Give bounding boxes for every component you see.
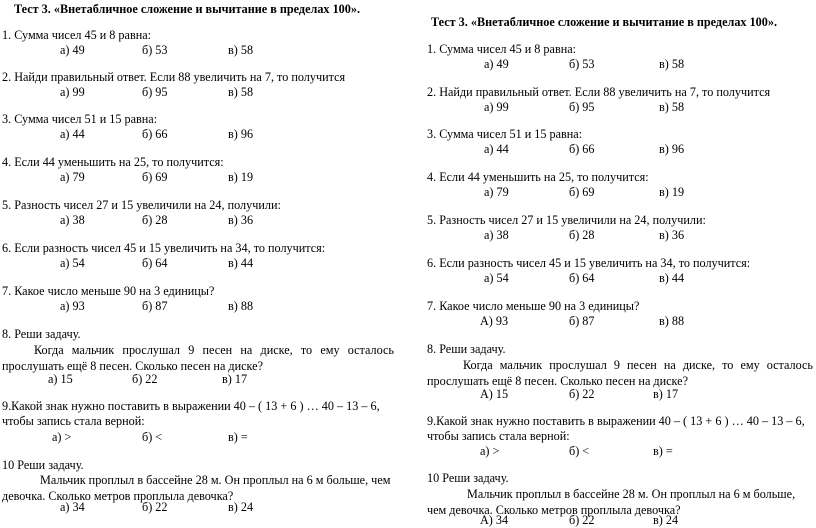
- question-1: 1. Сумма чисел 45 и 8 равна:: [2, 28, 152, 42]
- option-c: в) 17: [653, 387, 679, 401]
- question-9: 9.Какой знак нужно поставить в выражении 40 – ( 13 + 6 ) … 40 – 13 – 6,: [427, 414, 805, 428]
- option-a: а) 44: [484, 142, 509, 156]
- option-c: в) 58: [659, 100, 685, 114]
- option-c: в) 19: [659, 185, 685, 199]
- problem-text: Мальчик проплыл в бассейне 28 м. Он проплыл на 6 м больше, чем девочка. Сколько метров проплыла девочка?: [427, 487, 796, 517]
- option-a: а) 93: [60, 299, 85, 313]
- option-c: в) 24: [653, 513, 679, 527]
- option-a: а) 99: [484, 100, 509, 114]
- option-b: б) 53: [142, 43, 168, 57]
- option-c: в) 58: [228, 85, 254, 99]
- option-c: в) 36: [228, 213, 254, 227]
- option-a: а) 15: [48, 372, 73, 386]
- option-b: б) 95: [142, 85, 168, 99]
- option-b: б) 28: [569, 228, 595, 242]
- option-c: в) 24: [228, 500, 254, 514]
- option-b: б) <: [569, 444, 590, 458]
- question-4: 4. Если 44 уменьшить на 25, то получится:: [427, 170, 649, 184]
- option-c: в) 96: [659, 142, 685, 156]
- option-c: в) 88: [228, 299, 254, 313]
- option-b: б) 22: [132, 372, 158, 386]
- question-9-continued: чтобы запись стала верной:: [2, 414, 145, 428]
- option-a: а) 44: [60, 127, 85, 141]
- option-a: а) 38: [60, 213, 85, 227]
- question-10: 10 Реши задачу.: [427, 471, 509, 485]
- question-2: 2. Найди правильный ответ. Если 88 увеличить на 7, то получится: [2, 70, 346, 84]
- question-1: 1. Сумма чисел 45 и 8 равна:: [427, 42, 577, 56]
- option-a: а) >: [52, 430, 72, 444]
- option-b: б) 53: [569, 57, 595, 71]
- option-b: б) 95: [569, 100, 595, 114]
- question-6: 6. Если разность чисел 45 и 15 увеличить на 34, то получится:: [427, 256, 751, 270]
- question-3: 3. Сумма чисел 51 и 15 равна:: [427, 127, 583, 141]
- option-c: в) 88: [659, 314, 685, 328]
- question-4: 4. Если 44 уменьшить на 25, то получится:: [2, 155, 224, 169]
- option-a: а) 49: [484, 57, 509, 71]
- option-b: б) 87: [569, 314, 595, 328]
- option-b: б) 28: [142, 213, 168, 227]
- option-a: а) 99: [60, 85, 85, 99]
- option-a: а) 79: [60, 170, 85, 184]
- option-b: б) 87: [142, 299, 168, 313]
- option-a: А) 34: [480, 513, 509, 527]
- option-b: б) 64: [569, 271, 595, 285]
- option-c: в) 58: [228, 43, 254, 57]
- option-c: в) 58: [659, 57, 685, 71]
- question-9-continued: чтобы запись стала верной:: [427, 429, 570, 443]
- question-2: 2. Найди правильный ответ. Если 88 увеличить на 7, то получится: [427, 85, 771, 99]
- option-a: а) 34: [60, 500, 85, 514]
- option-b: б) 66: [142, 127, 168, 141]
- question-8: 8. Реши задачу.: [427, 342, 506, 356]
- option-b: б) 22: [569, 387, 595, 401]
- option-c: в) 44: [659, 271, 685, 285]
- option-a: а) 38: [484, 228, 509, 242]
- question-3: 3. Сумма чисел 51 и 15 равна:: [2, 112, 158, 126]
- option-b: б) 69: [142, 170, 168, 184]
- question-7: 7. Какое число меньше 90 на 3 единицы?: [2, 284, 215, 298]
- option-a: А) 15: [480, 387, 509, 401]
- option-a: а) >: [480, 444, 500, 458]
- option-c: в) 36: [659, 228, 685, 242]
- option-c: в) 96: [228, 127, 254, 141]
- option-a: а) 54: [60, 256, 85, 270]
- test-title: Тест 3. «Внетабличное сложение и вычитание в пределах 100».: [14, 2, 360, 16]
- option-b: б) <: [142, 430, 163, 444]
- problem-text: Когда мальчик прослушал 9 песен на диске, то ему осталось прослушать ещё 8 песен. Сколько песен на диске?: [2, 343, 394, 373]
- question-9: 9.Какой знак нужно поставить в выражении 40 – ( 13 + 6 ) … 40 – 13 – 6,: [2, 399, 380, 413]
- test-title: Тест 3. «Внетабличное сложение и вычитание в пределах 100».: [431, 15, 777, 29]
- question-5: 5. Разность чисел 27 и 15 увеличили на 24, получили:: [427, 213, 706, 227]
- option-b: б) 22: [142, 500, 168, 514]
- option-b: б) 22: [569, 513, 595, 527]
- option-c: в) 19: [228, 170, 254, 184]
- problem-text: Мальчик проплыл в бассейне 28 м. Он проплыл на 6 м больше, чем девочка. Сколько метров проплыла девочка?: [2, 473, 391, 503]
- option-c: в) 44: [228, 256, 254, 270]
- question-8: 8. Реши задачу.: [2, 327, 81, 341]
- question-7: 7. Какое число меньше 90 на 3 единицы?: [427, 299, 640, 313]
- option-a: А) 93: [480, 314, 509, 328]
- option-b: б) 64: [142, 256, 168, 270]
- option-b: б) 66: [569, 142, 595, 156]
- option-a: а) 54: [484, 271, 509, 285]
- option-c: в) =: [653, 444, 673, 458]
- question-5: 5. Разность чисел 27 и 15 увеличили на 24, получили:: [2, 198, 281, 212]
- option-a: а) 49: [60, 43, 85, 57]
- question-10: 10 Реши задачу.: [2, 458, 84, 472]
- option-a: а) 79: [484, 185, 509, 199]
- problem-text: Когда мальчик прослушал 9 песен на диске, то ему осталось прослушать ещё 8 песен. Сколько песен на диске?: [427, 358, 813, 388]
- option-c: в) 17: [222, 372, 248, 386]
- option-c: в) =: [228, 430, 248, 444]
- question-6: 6. Если разность чисел 45 и 15 увеличить на 34, то получится:: [2, 241, 326, 255]
- option-b: б) 69: [569, 185, 595, 199]
